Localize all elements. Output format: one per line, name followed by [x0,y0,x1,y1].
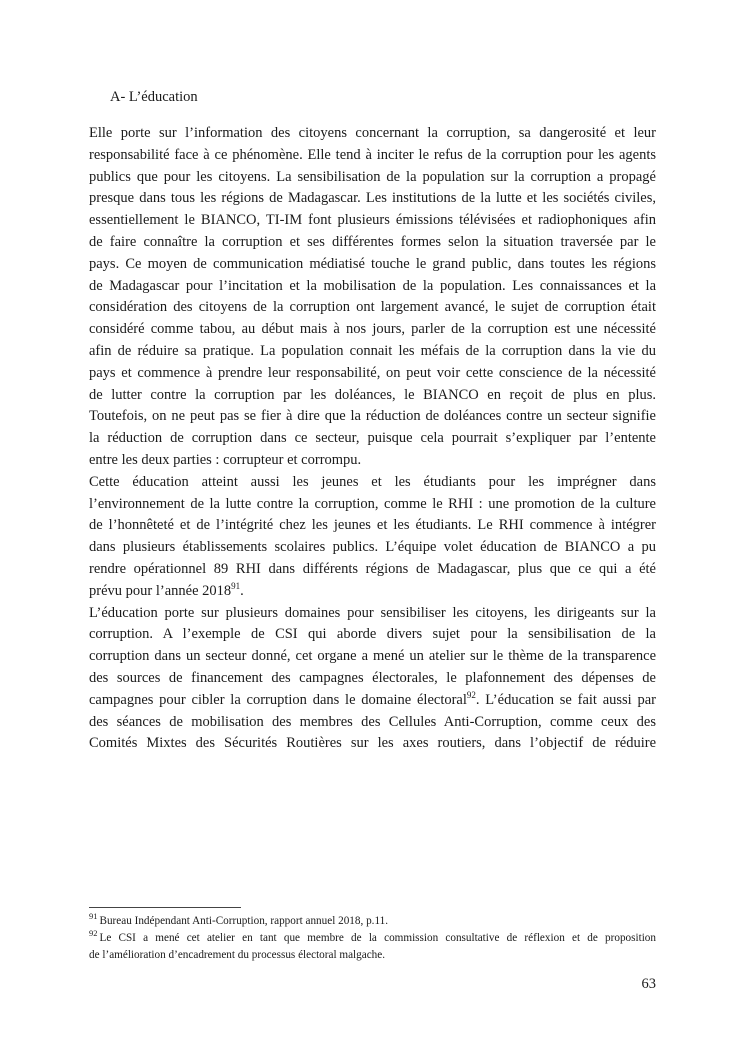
line-text: considéré comme tabou, au début mais à nos jours, parler de la corruption est une nécessité [89,321,656,338]
text-line [89,668,656,690]
line-text: campagnes pour cibler la corruption dans le domaine électoral [89,691,467,708]
footnote-text: Le CSI a mené cet atelier en tant que membre de la commission consultative de réflexion et de proposition [99,932,656,944]
line-text: des sources de financement des campagnes électorales, le plafonnement des dépenses de [89,669,656,686]
page-number: 63 [641,976,656,992]
paragraph [89,603,656,756]
footnote [89,930,656,964]
line-text: L’éducation porte sur plusieurs domaines pour sensibiliser les citoyens, les dirigeants sur la [89,604,656,621]
line-text: considération des citoyens de la corruption ont largement avancé, le sujet de corruption était [89,299,656,316]
text-line [89,646,656,668]
text-line [89,515,656,537]
text-line [89,385,656,407]
line-text: la réduction de corruption dans ce secteur, puisque cela pourrait s’expliquer par l’entente [89,430,656,447]
text-line [89,254,656,276]
text-line [89,363,656,385]
text-line [89,450,656,472]
footnote-text: de l’amélioration d’encadrement du processus électoral malgache. [89,949,386,961]
paragraph [89,123,656,472]
paragraph [89,472,656,603]
text-line [89,712,656,734]
line-text: des séances de mobilisation des membres des Cellules Anti-Corruption, comme ceux des [89,713,656,730]
text-line [89,188,656,210]
footnote [89,913,656,930]
line-text: entre les deux parties : corrupteur et corrompu. [89,451,362,468]
text-line [89,624,656,646]
line-text: Toutefois, on ne peut pas se fier à dire que la réduction de doléances contre un secteur signifie [89,408,656,425]
footnote-line [89,930,656,947]
text-line [89,428,656,450]
text-line [89,319,656,341]
line-text-after: . L’éducation se fait aussi par [475,691,656,708]
text-line [89,472,656,494]
line-text: Elle porte sur l’information des citoyens concernant la corruption, sa dangerosité et leur [89,125,656,141]
line-text: Cette éducation atteint aussi les jeunes et les étudiants pour les imprégner dans [89,473,656,490]
line-text: corruption dans un secteur donné, cet organe a mené un atelier sur le thème de la transparence [89,648,656,665]
body-text [89,123,656,755]
text-line [89,276,656,298]
text-line [89,733,656,755]
line-text: responsabilité face à ce phénomène. Elle tend à inciter le refus de la corruption pour les agents [89,146,656,163]
footnote-number: 91 [89,911,98,922]
line-text: dans plusieurs établissements scolaires publics. L’équipe volet éducation de BIANCO a pu [89,539,656,556]
text-line [89,581,656,603]
footnote-separator [89,907,241,908]
line-text: afin de réduire sa pratique. La population connait les méfais de la corruption dans la vie du [89,342,656,359]
line-text: prévu pour l’année 2018 [89,582,232,599]
footnote-line [89,947,656,964]
text-line [89,406,656,428]
text-line [89,537,656,559]
text-line [89,167,656,189]
line-text: essentiellement le BIANCO, TI-IM font plusieurs émissions télévisées et radiophoniques afin [89,212,656,229]
line-text: presque dans tous les régions de Madagascar. Les institutions de la lutte et les sociétés civiles, [89,190,656,207]
line-text: de Madagascar pour l’incitation et la mobilisation de la population. Les connaissances et la [89,277,656,294]
line-text: publics que pour les citoyens. La sensibilisation de la population sur la corruption a propagé [89,168,656,185]
line-text: de faire connaître la corruption et ses différentes formes selon la situation traversée par le [89,233,656,250]
footnotes [89,913,656,964]
text-line [89,559,656,581]
text-line [89,210,656,232]
footnote-number: 92 [89,928,98,939]
footnote-reference: 92 [466,689,476,700]
line-text: l’environnement de la lutte contre la corruption, comme le RHI : une promotion de la culture [89,495,656,512]
line-text: de l’honnêteté et de l’intégrité chez les jeunes et les étudiants. Le RHI commence à intégrer [89,517,656,534]
text-line [89,297,656,319]
line-text-after: . [240,582,244,599]
footnote-text: Bureau Indépendant Anti-Corruption, rapport annuel 2018, p.11. [99,915,389,927]
text-line [89,232,656,254]
footnote-reference: 91 [231,580,241,591]
line-text: de lutter contre la corruption par les doléances, le BIANCO en reçoit de plus en plus. [89,386,656,403]
text-line [89,494,656,516]
text-line [89,690,656,712]
line-text: Comités Mixtes des Sécurités Routières sur les axes routiers, dans l’objectif de réduire [89,735,656,752]
line-text: rendre opérationnel 89 RHI dans différents régions de Madagascar, plus que ce qui a été [89,560,656,577]
text-line [89,145,656,167]
footnote-line [89,913,656,930]
line-text: pays et commence à prendre leur responsabilité, on peut voir cette conscience de la nécessité [89,364,656,381]
text-line [89,341,656,363]
text-line [89,603,656,625]
line-text: corruption. A l’exemple de CSI qui aborde divers sujet pour la sensibilisation de la [89,626,656,643]
line-text: pays. Ce moyen de communication médiatisé touche le grand public, dans toutes les régions [89,255,656,272]
section-heading: A- L’éducation [110,89,198,105]
text-line [89,123,656,145]
